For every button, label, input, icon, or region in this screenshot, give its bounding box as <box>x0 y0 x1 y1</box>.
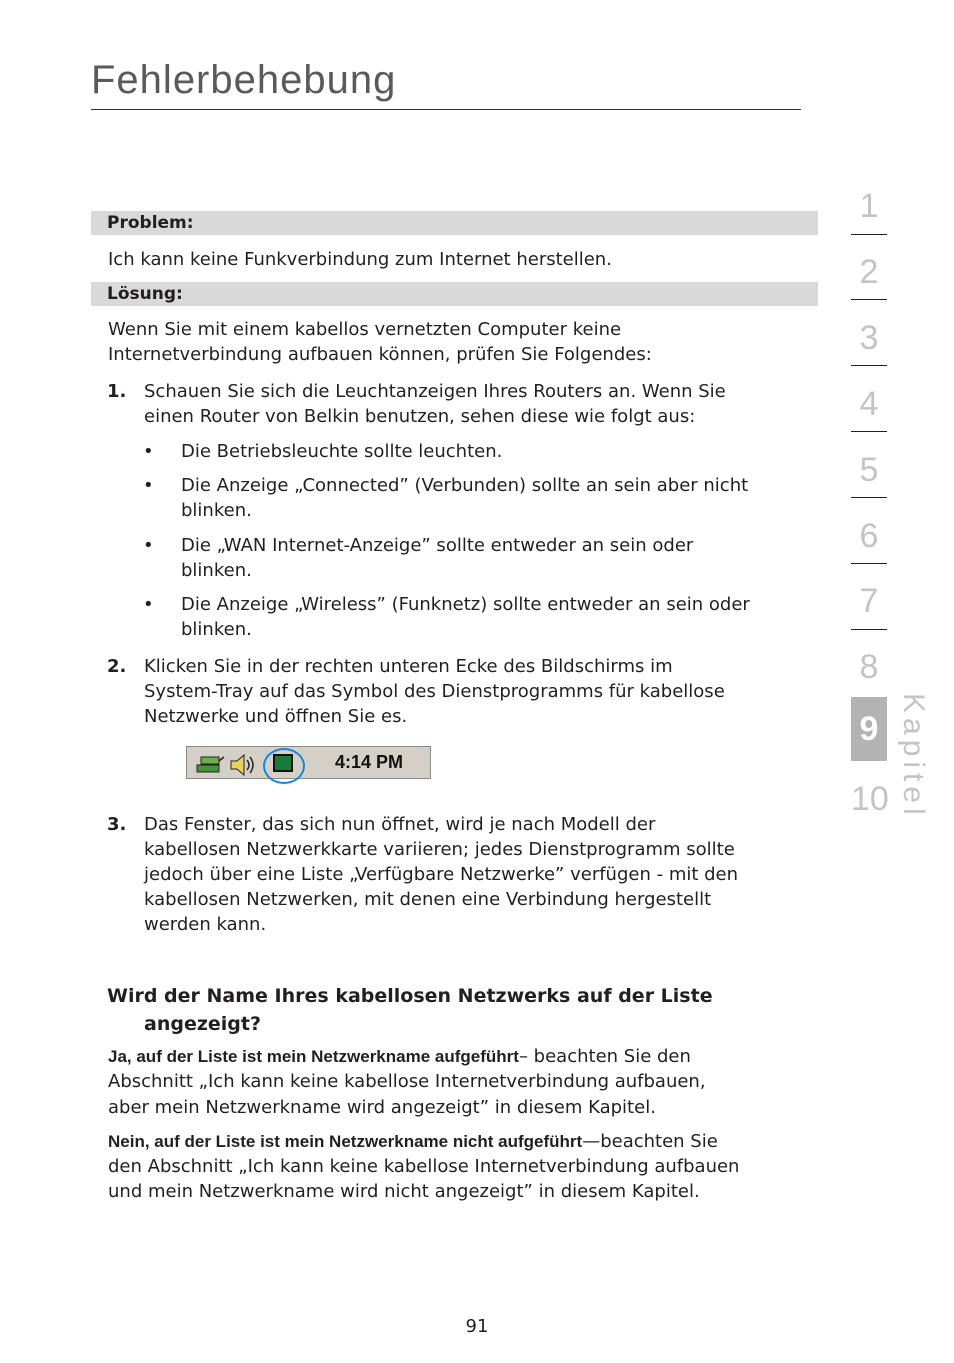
no-answer-line1 <box>108 1129 718 1154</box>
chapter-divider <box>851 299 887 300</box>
step-2-line: Klicken Sie in der rechten unteren Ecke des Bildschirms im <box>144 656 673 677</box>
wireless-utility-icon[interactable] <box>273 754 293 772</box>
yes-answer-line2: Abschnitt „Ich kann keine kabellose Internetverbindung aufbauen, <box>108 1071 706 1092</box>
step-2-line: System-Tray auf das Symbol des Dienstprogramms für kabellose <box>144 681 725 702</box>
chapter-2[interactable]: 2 <box>859 253 879 291</box>
bullet-symbol: • <box>143 594 154 615</box>
network-icon <box>195 753 225 780</box>
step-number: 1. <box>107 381 127 402</box>
question-heading-line1: Wird der Name Ihres kabellosen Netzwerks auf der Liste <box>107 985 713 1007</box>
yes-answer-rest: – beachten Sie den <box>518 1046 691 1067</box>
step-3-line: werden kann. <box>144 914 267 935</box>
question-heading <box>107 982 807 1038</box>
step-3-line: Das Fenster, das sich nun öffnet, wird je nach Modell der <box>144 814 656 835</box>
bullet-item: blinken. <box>181 560 252 581</box>
chapter-divider <box>851 365 887 366</box>
yes-answer-lead: Ja, auf der Liste ist mein Netzwerkname aufgeführt <box>108 1047 519 1066</box>
bullet-item: blinken. <box>181 619 252 640</box>
tray-clock: 4:14 PM <box>335 752 404 772</box>
step-3-line: kabellosen Netzwerkkarte variieren; jedes Dienstprogramm sollte <box>144 839 735 860</box>
no-answer-line2: den Abschnitt „Ich kann keine kabellose Internetverbindung aufbauen <box>108 1156 740 1177</box>
chapter-9-active[interactable] <box>851 697 887 761</box>
kapitel-label: Kapitel <box>897 693 930 820</box>
solution-intro-line2: Internetverbindung aufbauen können, prüfen Sie Folgendes: <box>108 344 652 365</box>
chapter-1[interactable]: 1 <box>859 187 879 225</box>
chapter-10[interactable]: 10 <box>851 780 889 818</box>
chapter-divider <box>851 629 887 630</box>
title-divider <box>91 109 801 110</box>
chapter-divider <box>851 234 887 235</box>
speaker-icon <box>229 753 257 782</box>
solution-intro-line1: Wenn Sie mit einem kabellos vernetzten Computer keine <box>108 319 622 340</box>
step-1-line: Schauen Sie sich die Leuchtanzeigen Ihres Routers an. Wenn Sie <box>144 381 726 402</box>
step-3-line: kabellosen Netzwerken, mit denen eine Verbindung hergestellt <box>144 889 712 910</box>
step-1-line: einen Router von Belkin benutzen, sehen diese wie folgt aus: <box>144 406 696 427</box>
step-3-line: jedoch über eine Liste „Verfügbare Netzwerke” verfügen - mit den <box>144 864 739 885</box>
step-number: 2. <box>107 656 127 677</box>
problem-text: Ich kann keine Funkverbindung zum Internet herstellen. <box>108 249 612 270</box>
yes-answer-line1 <box>108 1044 691 1069</box>
chapter-8[interactable]: 8 <box>859 648 879 686</box>
chapter-divider <box>851 431 887 432</box>
step-number: 3. <box>107 814 127 835</box>
chapter-6[interactable]: 6 <box>859 517 879 555</box>
bullet-symbol: • <box>143 441 154 462</box>
page-title: Fehlerbehebung <box>91 58 397 102</box>
chapter-9-label: 9 <box>859 710 879 748</box>
chapter-7[interactable]: 7 <box>859 582 879 620</box>
bullet-item: blinken. <box>181 500 252 521</box>
chapter-4[interactable]: 4 <box>859 385 879 423</box>
yes-answer-line3: aber mein Netzwerkname wird angezeigt” in diesem Kapitel. <box>108 1097 656 1118</box>
chapter-divider <box>851 563 887 564</box>
question-heading-line2: angezeigt? <box>144 1013 261 1035</box>
bullet-item: Die Anzeige „Connected” (Verbunden) sollte an sein aber nicht <box>181 475 749 496</box>
no-answer-rest: —beachten Sie <box>582 1131 718 1152</box>
page-number: 91 <box>465 1316 489 1337</box>
bullet-item: Die Betriebsleuchte sollte leuchten. <box>181 441 503 462</box>
problem-label: Problem: <box>91 211 818 235</box>
bullet-symbol: • <box>143 535 154 556</box>
chapter-divider <box>851 497 887 498</box>
solution-label: Lösung: <box>91 282 818 306</box>
bullet-item: Die Anzeige „Wireless” (Funknetz) sollte entweder an sein oder <box>181 594 750 615</box>
step-2-line: Netzwerke und öffnen Sie es. <box>144 706 408 727</box>
chapter-5[interactable]: 5 <box>859 451 879 489</box>
system-tray-screenshot <box>186 746 431 779</box>
bullet-symbol: • <box>143 475 154 496</box>
bullet-item: Die „WAN Internet-Anzeige” sollte entweder an sein oder <box>181 535 694 556</box>
no-answer-lead: Nein, auf der Liste ist mein Netzwerkname nicht aufgeführt <box>108 1132 583 1151</box>
chapter-3[interactable]: 3 <box>859 319 879 357</box>
no-answer-line3: und mein Netzwerkname wird nicht angezeigt” in diesem Kapitel. <box>108 1181 700 1202</box>
